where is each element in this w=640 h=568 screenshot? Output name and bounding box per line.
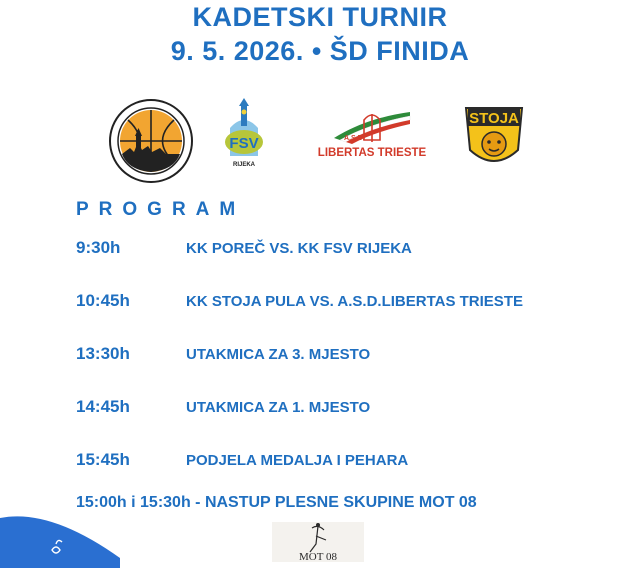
- tournament-date-venue: 9. 5. 2026. • ŠD FINIDA: [170, 36, 470, 66]
- schedule-time: 9:30h: [76, 238, 121, 257]
- libertas-small-text: A.S.D.: [344, 135, 365, 142]
- fsv-logo-text: FSV: [229, 135, 259, 152]
- libertas-trieste-logo: [306, 110, 438, 162]
- schedule-time: 15:45h: [76, 450, 130, 469]
- fsv-rijeka-logo: [220, 98, 268, 174]
- schedule-time: 10:45h: [76, 291, 130, 310]
- basketball-club-porec-logo: [108, 98, 194, 184]
- schedule-event: KK POREČ VS. KK FSV RIJEKA: [186, 240, 412, 257]
- stoja-logo-text: STOJA: [469, 110, 519, 127]
- libertas-logo-text: LIBERTAS TRIESTE: [317, 147, 427, 159]
- schedule-time: 14:45h: [76, 397, 130, 416]
- schedule-event: UTAKMICA ZA 3. MJESTO: [186, 346, 371, 363]
- dance-performance-note: 15:00h i 15:30h - NASTUP PLESNE SKUPINE MOT 08: [76, 494, 477, 511]
- tournament-title: KADETSKI TURNIR: [192, 2, 448, 32]
- schedule-event: UTAKMICA ZA 1. MJESTO: [186, 399, 371, 416]
- mot-logo-text: MOT 08: [299, 551, 337, 562]
- stoja-lion-logo: [458, 100, 530, 172]
- schedule-event: KK STOJA PULA VS. A.S.D.LIBERTAS TRIESTE: [186, 293, 523, 310]
- decorative-emblem-icon: [0, 508, 120, 568]
- schedule-time: 13:30h: [76, 344, 130, 363]
- schedule-event: PODJELA MEDALJA I PEHARA: [186, 452, 409, 469]
- mot-08-logo: [272, 522, 364, 562]
- program-heading: PROGRAM: [76, 199, 246, 220]
- fsv-logo-subtext: RIJEKA: [232, 162, 256, 168]
